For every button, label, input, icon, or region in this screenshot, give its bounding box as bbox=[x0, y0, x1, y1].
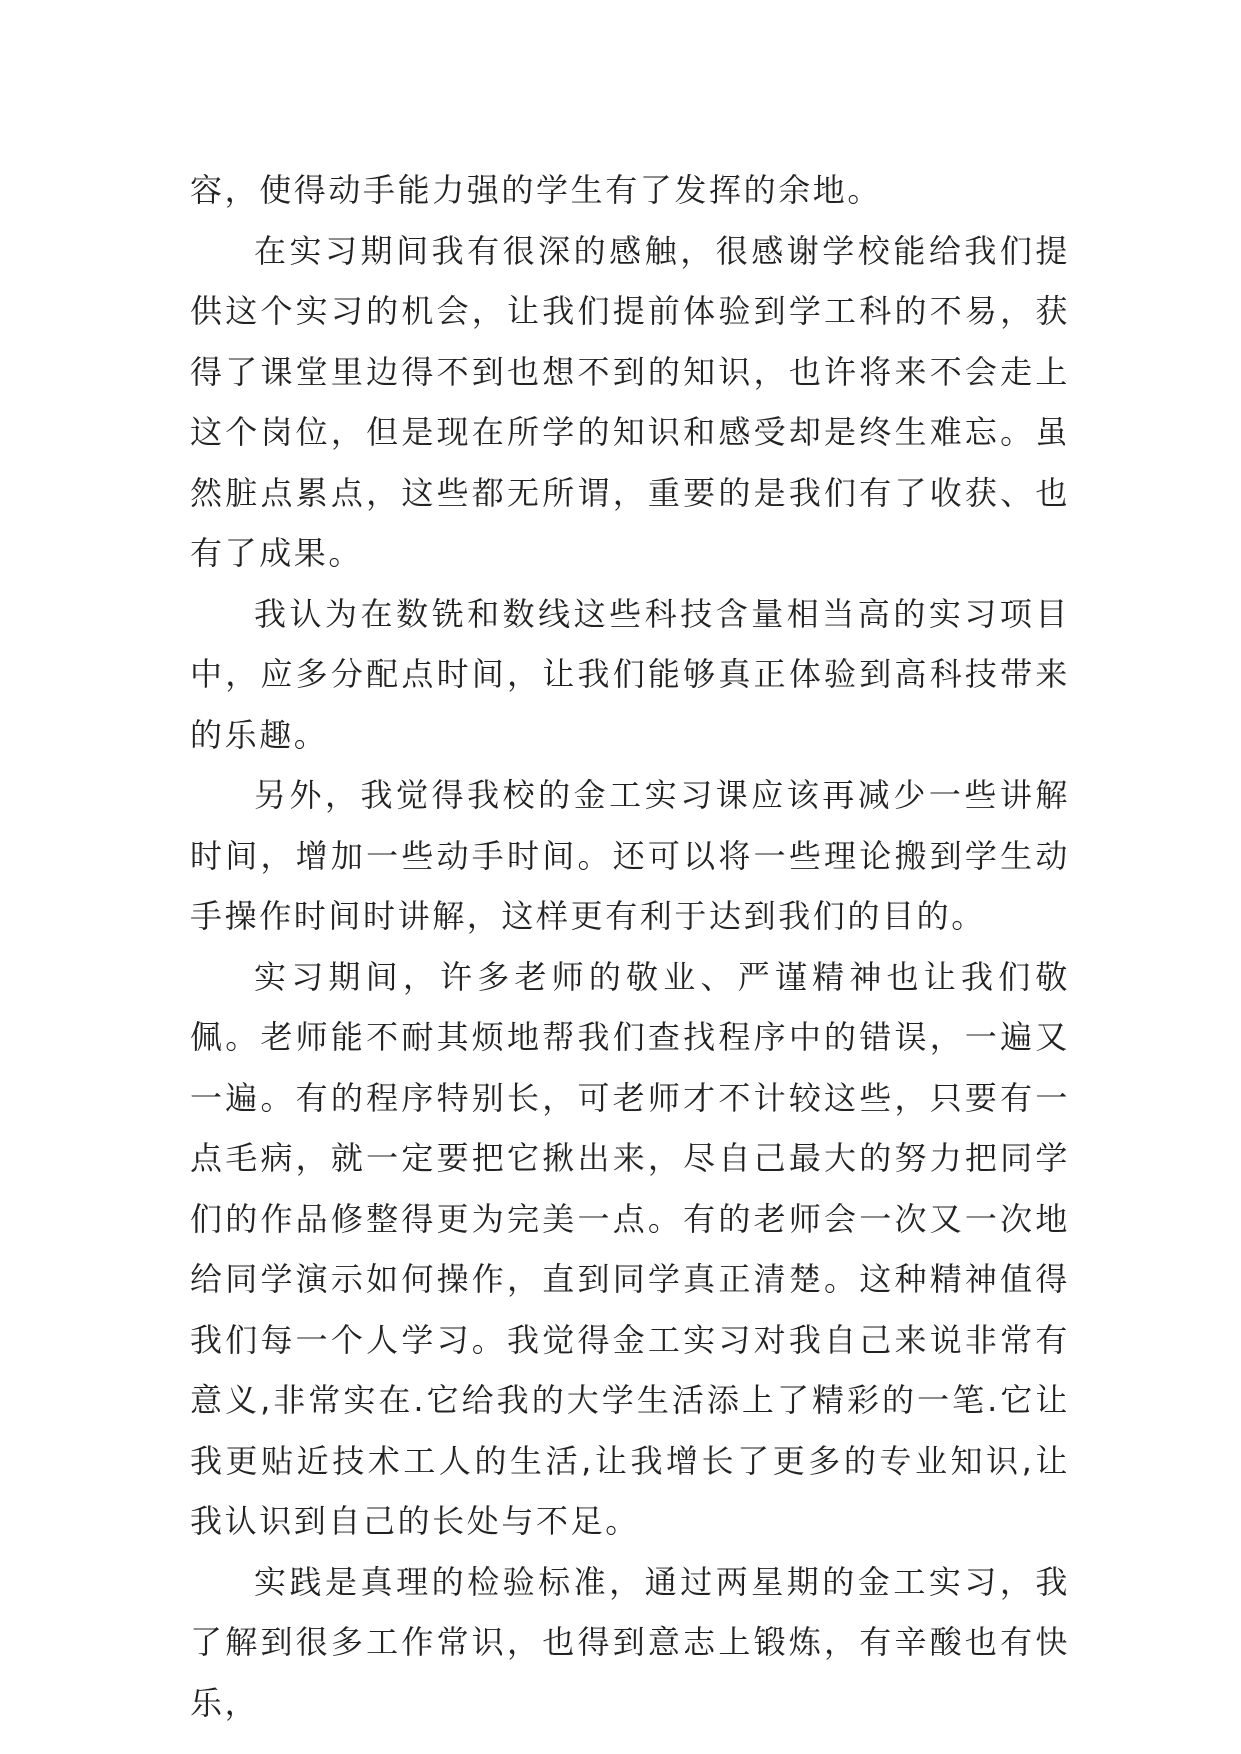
paragraph-3: 我认为在数铣和数线这些科技含量相当高的实习项目中，应多分配点时间，让我们能够真正体验到高科技带来的乐趣。 bbox=[190, 594, 1070, 754]
paragraph-4: 另外，我觉得我校的金工实习课应该再减少一些讲解时间，增加一些动手时间。还可以将一些理论搬到学生动手操作时间时讲解，这样更有利于达到我们的目的。 bbox=[190, 776, 1070, 935]
document-body bbox=[190, 160, 1070, 1733]
paragraph-6: 实践是真理的检验标准，通过两星期的金工实习，我了解到很多工作常识，也得到意志上锻炼，有辛酸也有快乐， bbox=[190, 1562, 1070, 1722]
paragraph-1: 容，使得动手能力强的学生有了发挥的余地。 bbox=[190, 171, 883, 209]
paragraph-2: 在实习期间我有很深的感触，很感谢学校能给我们提供这个实习的机会，让我们提前体验到学工科的不易，获得了课堂里边得不到也想不到的知识，也许将来不会走上这个岗位，但是现在所学的知识和感受却是终生难忘。虽然脏点累点，这些都无所谓，重要的是我们有了收获、也有了成果。 bbox=[190, 231, 1070, 572]
paragraph-5: 实习期间，许多老师的敬业、严谨精神也让我们敬佩。老师能不耐其烦地帮我们查找程序中的错误，一遍又一遍。有的程序特别长，可老师才不计较这些，只要有一点毛病，就一定要把它揪出来，尽自己最大的努力把同学们的作品修整得更为完美一点。有的老师会一次又一次地给同学演示如何操作，直到同学真正清楚。这种精神值得我们每一个人学习。我觉得金工实习对我自己来说非常有意义,非常实在.它给我的大学生活添上了精彩的一笔.它让我更贴近技术工人的生活,让我增长了更多的专业知识,让我认识到自己的长处与不足。 bbox=[190, 957, 1070, 1540]
